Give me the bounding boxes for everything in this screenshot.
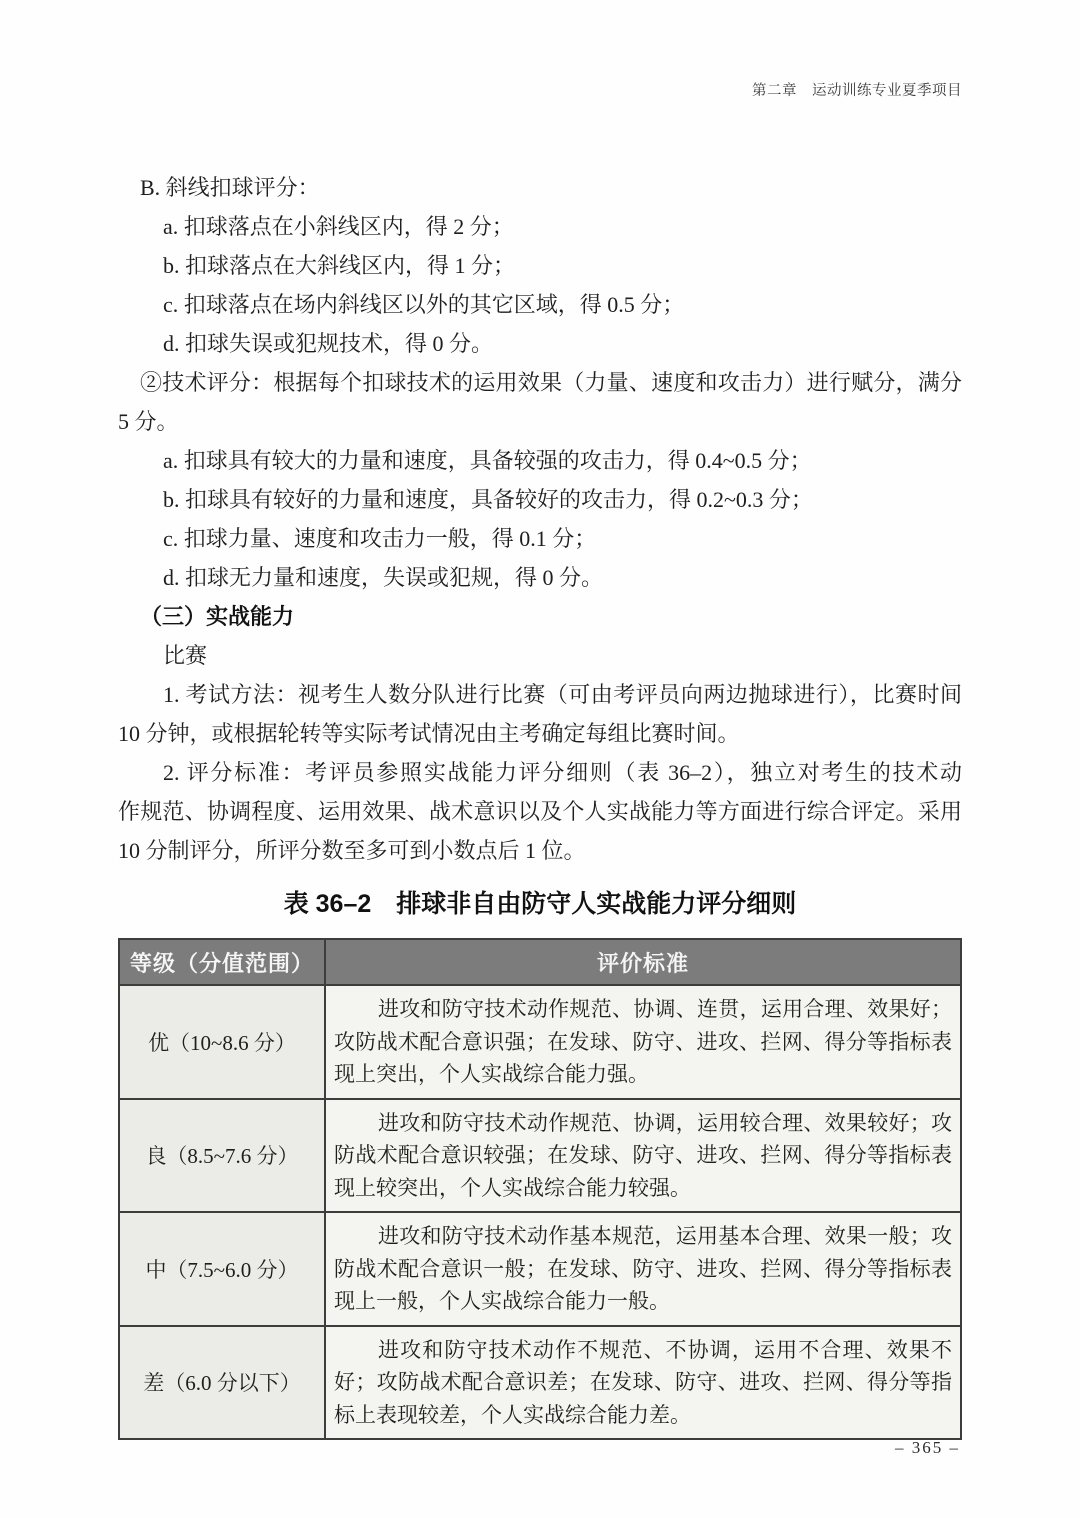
grade-cell: 良（8.5~7.6 分）	[119, 1099, 325, 1213]
text-line: ②技术评分：根据每个扣球技术的运用效果（力量、速度和攻击力）进行赋分，满分	[140, 370, 962, 395]
text-line: B. 斜线扣球评分：	[140, 175, 320, 200]
text-line: 2. 评分标准：考评员参照实战能力评分细则（表 36–2），独立对考生的技术动	[163, 760, 962, 785]
scoring-table	[118, 938, 962, 1440]
grade-cell: 中（7.5~6.0 分）	[119, 1212, 325, 1326]
criteria-cell: 进攻和防守技术动作规范、协调，运用较合理、效果较好；攻防战术配合意识较强；在发球、防守、进攻、拦网、得分等指标表现上较突出，个人实战综合能力较强。	[325, 1099, 961, 1213]
criteria-cell: 进攻和防守技术动作规范、协调、连贯，运用合理、效果好；攻防战术配合意识强；在发球、防守、进攻、拦网、得分等指标表现上突出，个人实战综合能力强。	[325, 985, 961, 1099]
page-content	[118, 168, 962, 1440]
text-line: c. 扣球落点在场内斜线区以外的其它区域，得 0.5 分；	[163, 292, 685, 317]
column-header-grade: 等级（分值范围）	[119, 939, 325, 985]
text-line: 5 分。	[118, 409, 179, 434]
text-line: 比赛	[163, 643, 208, 668]
column-header-criteria: 评价标准	[325, 939, 961, 985]
table-header-row	[119, 939, 961, 985]
grade-cell: 差（6.0 分以下）	[119, 1326, 325, 1440]
criteria-cell: 进攻和防守技术动作基本规范，运用基本合理、效果一般；攻防战术配合意识一般；在发球、防守、进攻、拦网、得分等指标表现上一般，个人实战综合能力一般。	[325, 1212, 961, 1326]
text-line: 10 分制评分，所评分数至多可到小数点后 1 位。	[118, 838, 586, 863]
page-number: – 365 –	[895, 1438, 960, 1457]
table-row	[119, 1326, 961, 1440]
table-row	[119, 985, 961, 1099]
text-line: 1. 考试方法：视考生人数分队进行比赛（可由考评员向两边抛球进行），比赛时间	[163, 682, 962, 707]
text-line: 10 分钟，或根据轮转等实际考试情况由主考确定每组比赛时间。	[118, 721, 740, 746]
text-line: c. 扣球力量、速度和攻击力一般，得 0.1 分；	[163, 526, 597, 551]
text-line: a. 扣球具有较大的力量和速度，具备较强的攻击力，得 0.4~0.5 分；	[163, 448, 812, 473]
table-title: 表 36–2 排球非自由防守人实战能力评分细则	[283, 890, 797, 918]
table-row	[119, 1212, 961, 1326]
text-line: 作规范、协调程度、运用效果、战术意识以及个人实战能力等方面进行综合评定。采用	[118, 799, 962, 824]
text-line: d. 扣球无力量和速度，失误或犯规，得 0 分。	[163, 565, 604, 590]
section-heading: （三）实战能力	[140, 604, 295, 629]
text-line: b. 扣球落点在大斜线区内，得 1 分；	[163, 253, 516, 278]
criteria-cell: 进攻和防守技术动作不规范、不协调，运用不合理、效果不好；攻防战术配合意识差；在发球、防守、进攻、拦网、得分等指标上表现较差，个人实战综合能力差。	[325, 1326, 961, 1440]
text-line: d. 扣球失误或犯规技术，得 0 分。	[163, 331, 494, 356]
grade-cell: 优（10~8.6 分）	[119, 985, 325, 1099]
table-row	[119, 1099, 961, 1213]
text-line: a. 扣球落点在小斜线区内，得 2 分；	[163, 214, 514, 239]
running-head: 第二章 运动训练专业夏季项目	[752, 83, 962, 99]
text-line: b. 扣球具有较好的力量和速度，具备较好的攻击力，得 0.2~0.3 分；	[163, 487, 813, 512]
